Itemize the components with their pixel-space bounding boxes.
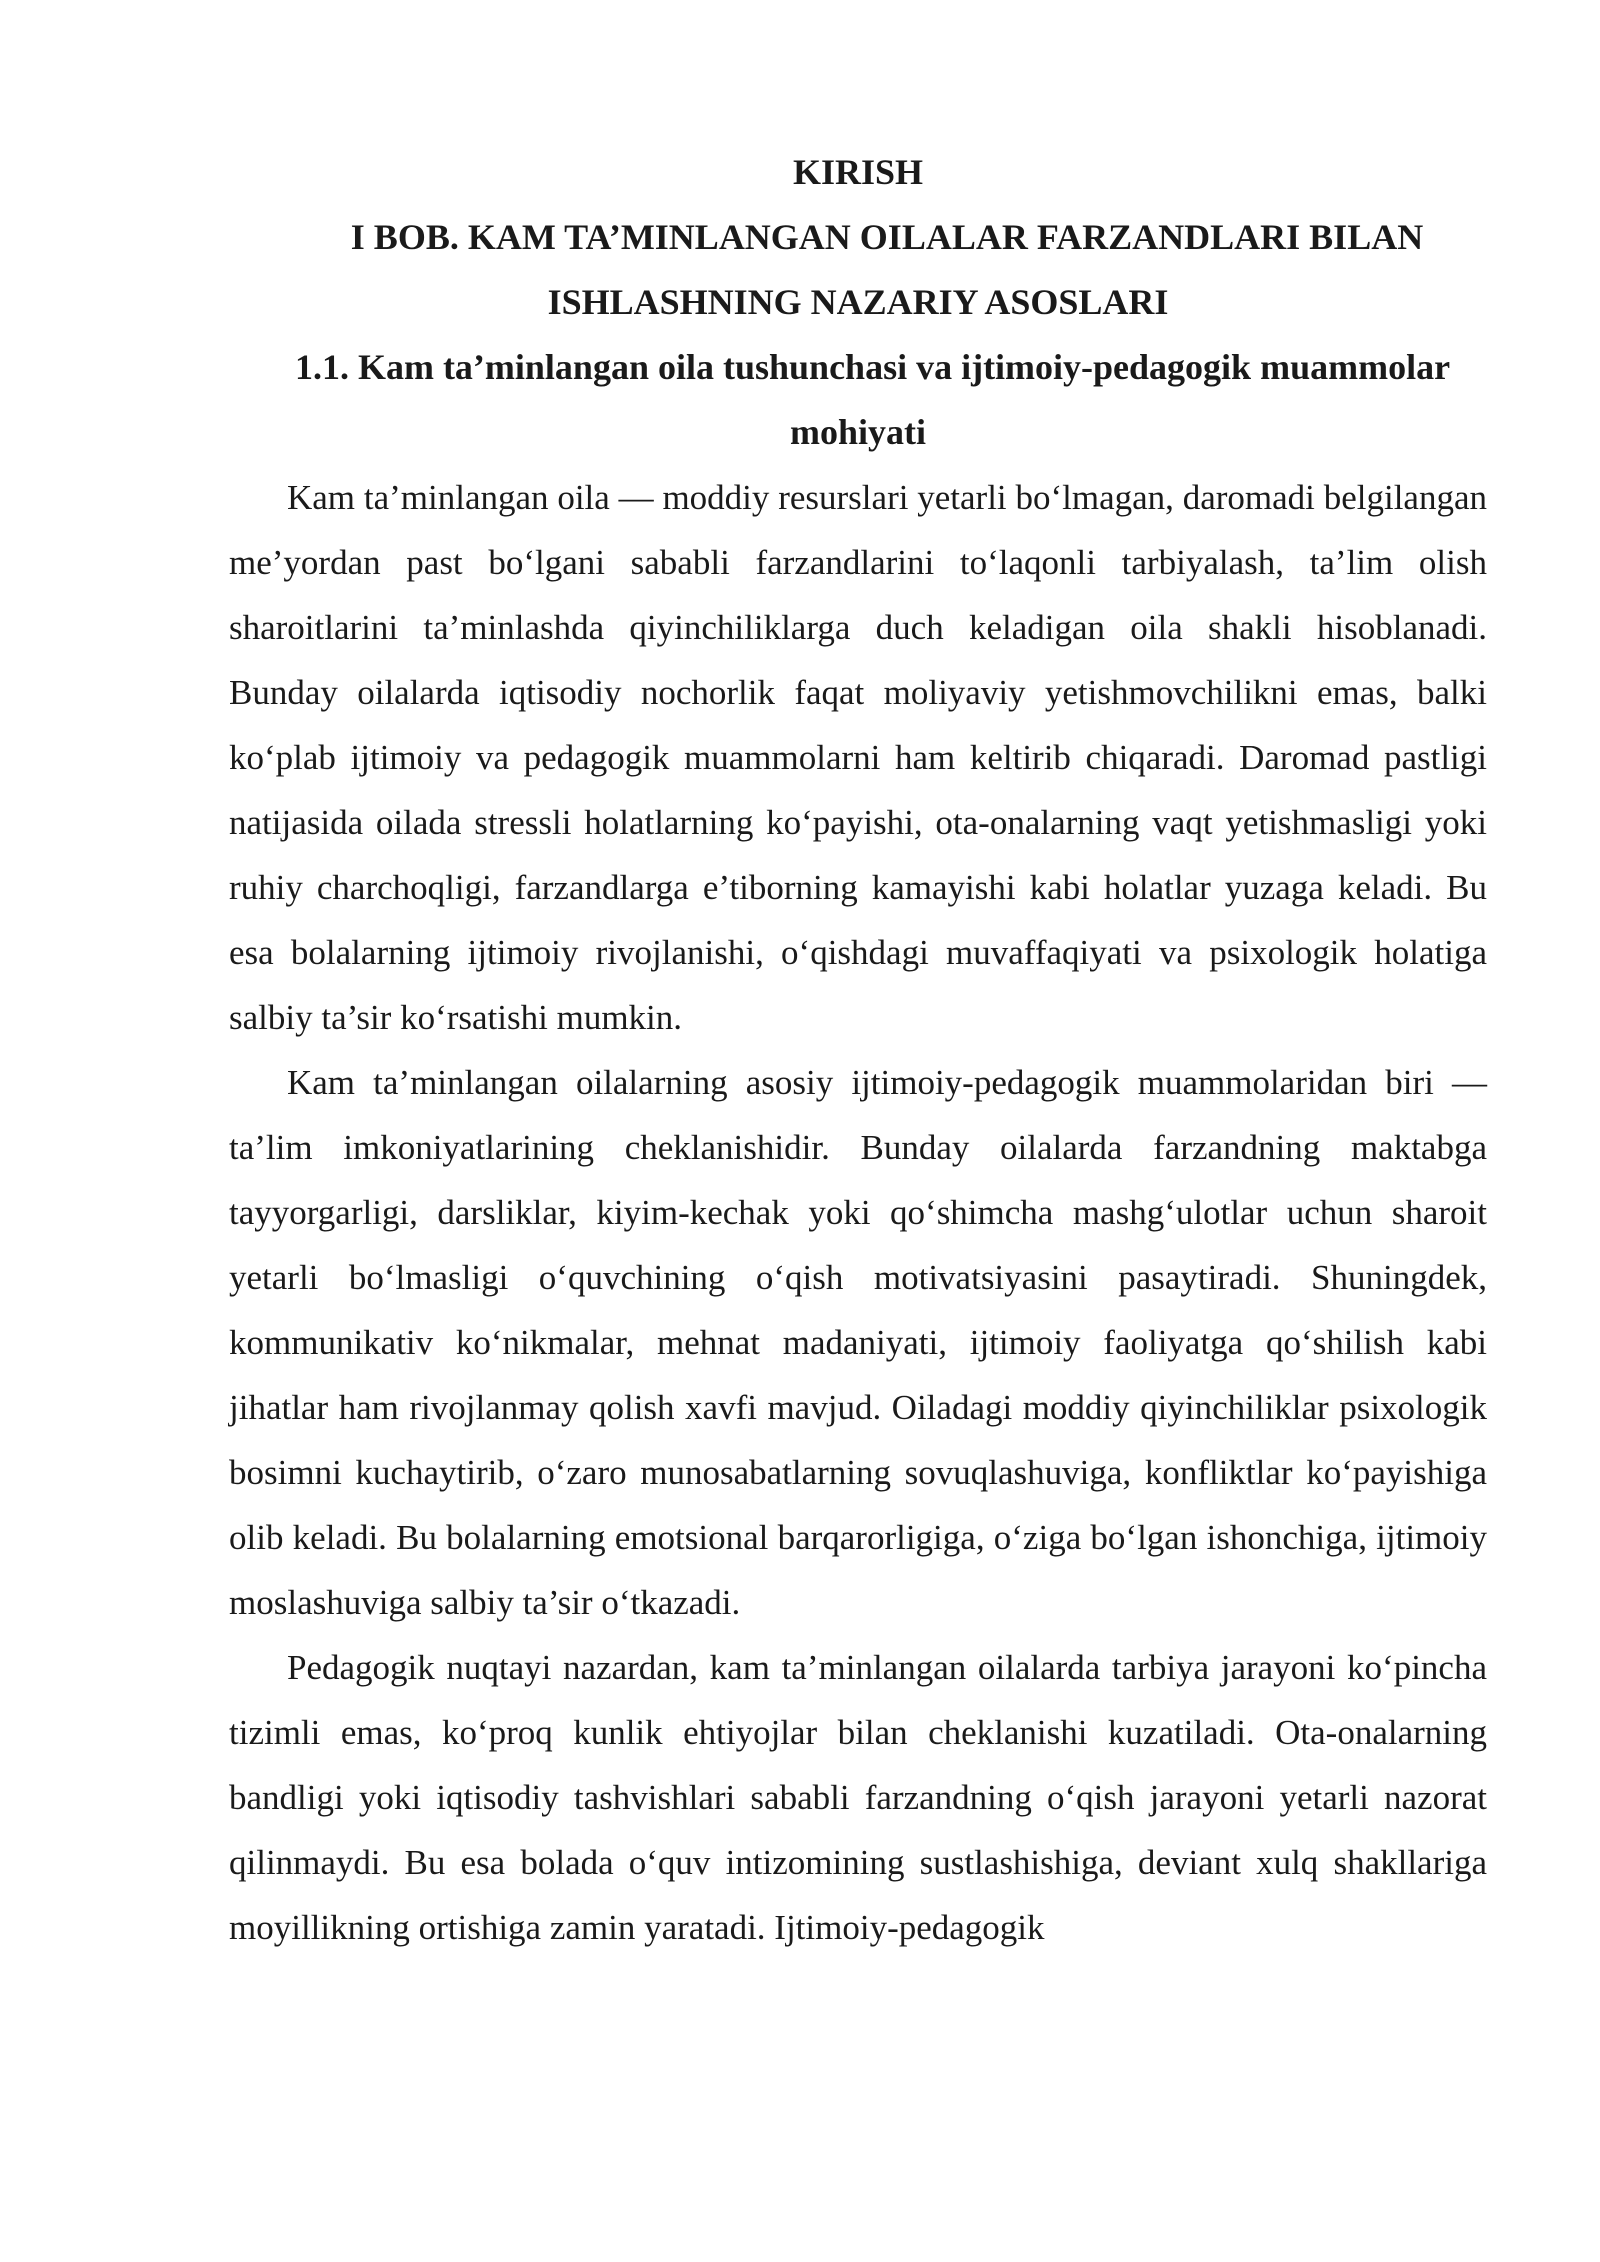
chapter-heading: I BOB. KAM TA’MINLANGAN OILALAR FARZANDLARI BILAN ISHLASHNING NAZARIY ASOSLARI	[350, 217, 1424, 322]
paragraph-2: Kam ta’minlangan oilalarning asosiy ijtimoiy-pedagogik muammolaridan biri — ta’lim imkoniyatlarining cheklanishidir. Bunday oilalarda farzandning maktabga tayyorgarligi, darsliklar, kiyim-kechak yoki qo‘shimcha mashg‘ulotlar uchun sharoit yetarli bo‘lmasligi o‘quvchining o‘qish motivatsiyasini pasaytiradi. Shuningdek, kommunikativ ko‘nikmalar, mehnat madaniyati, ijtimoiy faoliyatga qo‘shilish kabi jihatlar ham rivojlanmay qolish xavfi mavjud. Oiladagi moddiy qiyinchiliklar psixologik bosimni kuchaytirib, o‘zaro munosabatlarning sovuqlashuviga, konfliktlar ko‘payishiga olib keladi. Bu bolalarning emotsional barqarorligiga, o‘ziga bo‘lgan ishonchiga, ijtimoiy moslashuviga salbiy ta’sir o‘tkazadi.	[229, 1063, 1487, 1622]
paragraph-3: Pedagogik nuqtayi nazardan, kam ta’minlangan oilalarda tarbiya jarayoni ko‘pincha tizimli emas, ko‘proq kunlik ehtiyojlar bilan cheklanishi kuzatiladi. Ota-onalarning bandligi yoki iqtisodiy tashvishlari sababli farzandning o‘qish jarayoni yetarli nazorat qilinmaydi. Bu esa bolada o‘quv intizomining sustlashishiga, deviant xulq shakllariga moyillikning ortishiga zamin yaratadi. Ijtimoiy-pedagogik	[229, 1648, 1487, 1947]
document-page	[229, 140, 1487, 1960]
paragraph-1: Kam ta’minlangan oila — moddiy resurslari yetarli bo‘lmagan, daromadi belgilangan me’yordan past bo‘lgani sababli farzandlarini to‘laqonli tarbiyalash, ta’lim olish sharoitlarini ta’minlashda qiyinchiliklarga duch keladigan oila shakli hisoblanadi. Bunday oilalarda iqtisodiy nochorlik faqat moliyaviy yetishmovchilikni emas, balki ko‘plab ijtimoiy va pedagogik muammolarni ham keltirib chiqaradi. Daromad pastligi natijasida oilada stressli holatlarning ko‘payishi, ota-onalarning vaqt yetishmasligi yoki ruhiy charchoqligi, farzandlarga e’tiborning kamayishi kabi holatlar yuzaga keladi. Bu esa bolalarning ijtimoiy rivojlanishi, o‘qishdagi muvaffaqiyati va psixologik holatiga salbiy ta’sir ko‘rsatishi mumkin.	[229, 478, 1487, 1037]
section-heading: 1.1. Kam ta’minlangan oila tushunchasi va ijtimoiy-pedagogik muammolar mohiyati	[294, 347, 1451, 452]
intro-heading: KIRISH	[792, 152, 924, 192]
